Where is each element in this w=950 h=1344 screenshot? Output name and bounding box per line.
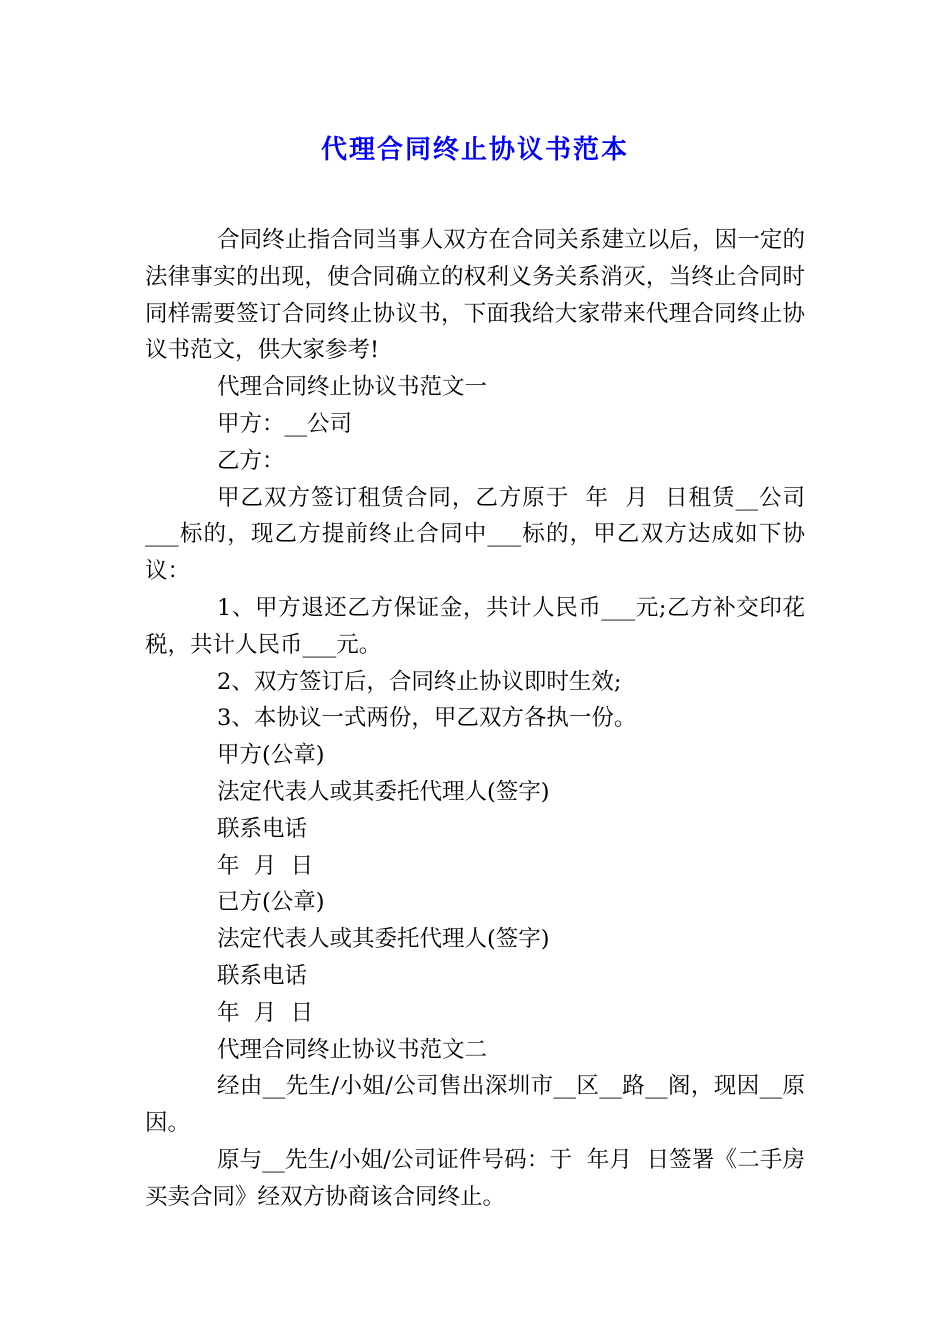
party-a-date: 年 月 日 [217, 852, 314, 879]
document-body [145, 222, 805, 1216]
party-a-phone: 联系电话 [217, 815, 308, 842]
clause-3: 3、本协议一式两份，甲乙双方各执一份。 [217, 705, 637, 732]
party-a-line: 甲方：__公司 [217, 410, 353, 437]
party-a-seal: 甲方(公章) [217, 742, 325, 769]
agreement-paragraph: 甲乙双方签订租赁合同，乙方原于 年 月 日租赁__公司___标的，现乙方提前终止合同中___标的，甲乙双方达成如下协议： [145, 484, 805, 585]
intro-paragraph: 合同终止指合同当事人双方在合同关系建立以后，因一定的法律事实的出现，使合同确立的权利义务关系消灭，当终止合同时同样需要签订合同终止协议书，下面我给大家带来代理合同终止协议书范文，供大家参考! [145, 227, 805, 364]
party-b-phone: 联系电话 [217, 962, 308, 989]
party-a-representative: 法定代表人或其委托代理人(签字) [217, 778, 550, 805]
party-b-representative: 法定代表人或其委托代理人(签字) [217, 926, 550, 953]
clause-2: 2、双方签订后，合同终止协议即时生效; [217, 668, 622, 695]
clause-1: 1、甲方退还乙方保证金，共计人民币___元;乙方补交印花税，共计人民币___元。 [145, 594, 805, 658]
termination-paragraph: 原与__先生/小姐/公司证件号码：于 年月 日签署《二手房买卖合同》经双方协商该合同终止。 [145, 1146, 805, 1210]
party-b-seal: 已方(公章) [217, 889, 325, 916]
document-title: 代理合同终止协议书范本 [320, 135, 629, 165]
section-heading-sample-one: 代理合同终止协议书范文一 [217, 374, 488, 401]
party-b-line: 乙方： [217, 447, 285, 474]
section-heading-sample-two: 代理合同终止协议书范文二 [217, 1036, 488, 1063]
sale-paragraph: 经由__先生/小姐/公司售出深圳市__区__路__阁，现因__原因。 [145, 1073, 805, 1137]
party-b-date: 年 月 日 [217, 999, 314, 1026]
